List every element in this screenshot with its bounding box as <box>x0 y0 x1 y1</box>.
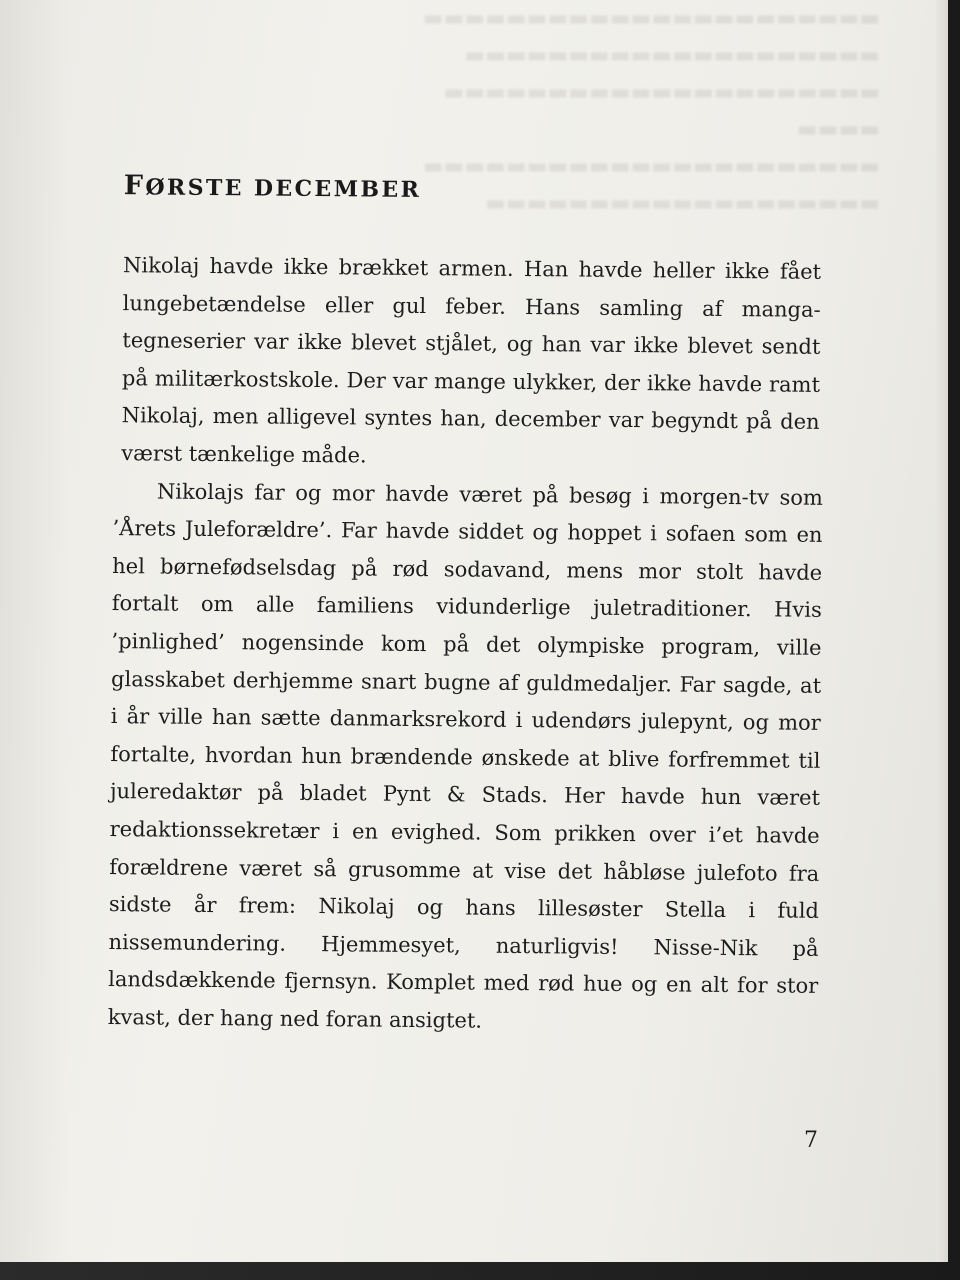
show-through-text: ▬▬▬▬▬▬▬▬▬▬▬▬▬▬▬▬▬▬▬▬▬▬ ▬▬▬▬▬▬▬▬▬▬▬▬▬▬▬▬▬▬▬▬ ▬▬▬▬▬▬▬▬▬▬▬▬▬▬▬▬▬▬▬▬▬ ▬▬▬▬ ▬▬▬▬▬▬▬▬▬▬▬▬▬▬▬▬▬▬▬▬▬▬ ▬▬▬▬▬▬▬▬▬▬▬▬▬▬▬▬▬▬▬ <box>422 6 880 216</box>
chapter-title <box>124 170 828 208</box>
page-text <box>100 170 828 1043</box>
paragraph-1: Nikolaj havde ikke brækket armen. Han havde heller ikke fået lungebetændelse eller gul feber. Hans samling af manga-tegneserier var ikke blevet stjålet, og han var ikke blevet sendt på militærkostskole. Der var mange ulykker, der ikke havde ramt Nikolaj, men alligevel syntes han, december var begyndt på den værst tænkelige måde. <box>121 253 822 468</box>
chapter-title-rest: ØRSTE DECEMBER <box>145 174 422 204</box>
paragraph-2: Nikolajs far og mor havde været på besøg i morgen-tv som ’Årets Juleforældre’. Far havde siddet og hoppet i sofaen som en hel børnefødselsdag på rød sodavand, mens mor stolt havde fortalt om alle familiens vidunderlige juletraditioner. Hvis ’pinlighed’ nogensinde kom på det olympiske program, ville glasskabet derhjemme snart bugne af guldmedaljer. Far sagde, at i år ville han sætte danmarksrekord i udendørs julepynt, og mor fortalte, hvordan hun brændende ønskede at blive forfremmet til juleredaktør på bladet Pynt & Stads. Her havde hun været redaktionssekretær i en evighed. Som prikken over i’et havde forældrene været så grusomme at vise det håbløse julefoto fra sidste år frem: Nikolaj og hans lillesøster Stella i fuld nissemundering. Hjemmesyet, naturligvis! Nisse-Nik på landsdækkende fjernsyn. Komplet med rød hue og en alt for stor kvast, der hang ned foran ansigtet. <box>107 479 824 1033</box>
page-gutter-shadow <box>0 0 70 1262</box>
page-edge <box>936 0 948 1262</box>
page-number: 7 <box>804 1128 818 1153</box>
chapter-title-initial: F <box>123 170 146 202</box>
